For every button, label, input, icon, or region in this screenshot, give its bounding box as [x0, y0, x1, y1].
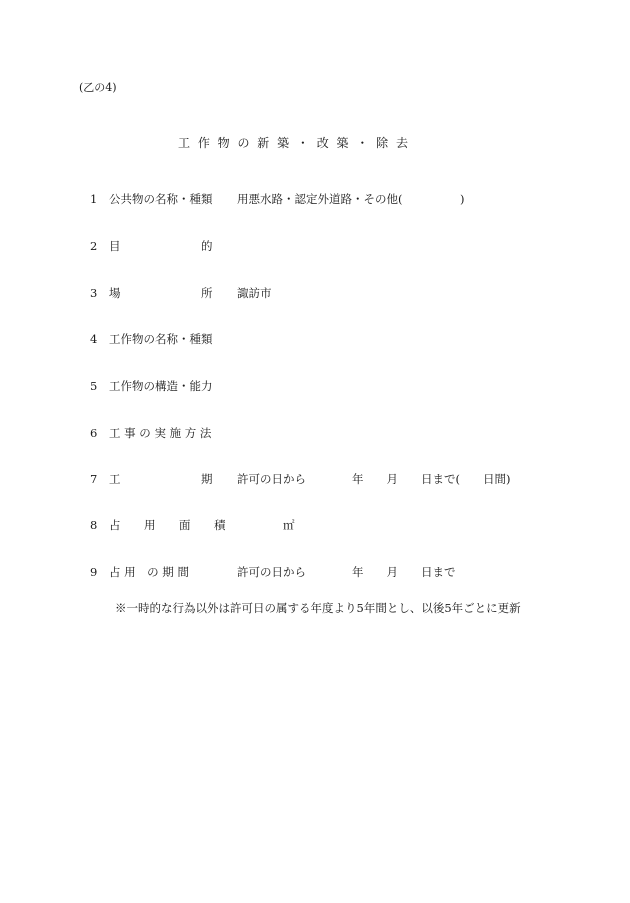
- item-value: 許可の日から 年 月 日まで: [237, 565, 456, 579]
- item-label: 工 事 の 実 施 方 法: [109, 426, 212, 440]
- item-value: 諏訪市: [237, 286, 272, 300]
- item-label: 占 用 面 積: [109, 518, 232, 532]
- item-label: 目 的: [109, 239, 213, 253]
- item-number: 6: [90, 426, 98, 440]
- item-number: 3: [90, 286, 98, 300]
- item-label: 工作物の名称・種類: [109, 332, 213, 346]
- item-value: 許可の日から 年 月 日まで( 日間): [237, 472, 511, 486]
- item-value: 用悪水路・認定外道路・その他( ): [237, 192, 465, 206]
- item-label: 公共物の名称・種類: [109, 192, 213, 206]
- item-number: 9: [90, 565, 98, 579]
- item-number: 8: [90, 518, 98, 532]
- item-label: 場 所: [109, 286, 213, 300]
- item-number: 4: [90, 332, 98, 346]
- item-number: 2: [90, 239, 98, 253]
- item-number: 7: [90, 472, 98, 486]
- item-value: ㎡: [237, 518, 295, 532]
- item-label: 占 用 の 期 間: [109, 565, 189, 579]
- item-label: 工作物の構造・能力: [109, 379, 213, 393]
- item-number: 5: [90, 379, 98, 393]
- item-number: 1: [90, 192, 98, 206]
- page-title: 工 作 物 の 新 築 ・ 改 築 ・ 除 去: [178, 136, 409, 150]
- item-label: 工 期: [109, 472, 213, 486]
- form-code: (乙の4): [79, 81, 117, 94]
- footnote: ※一時的な行為以外は許可日の属する年度より5年間とし、以後5年ごとに更新: [115, 601, 521, 615]
